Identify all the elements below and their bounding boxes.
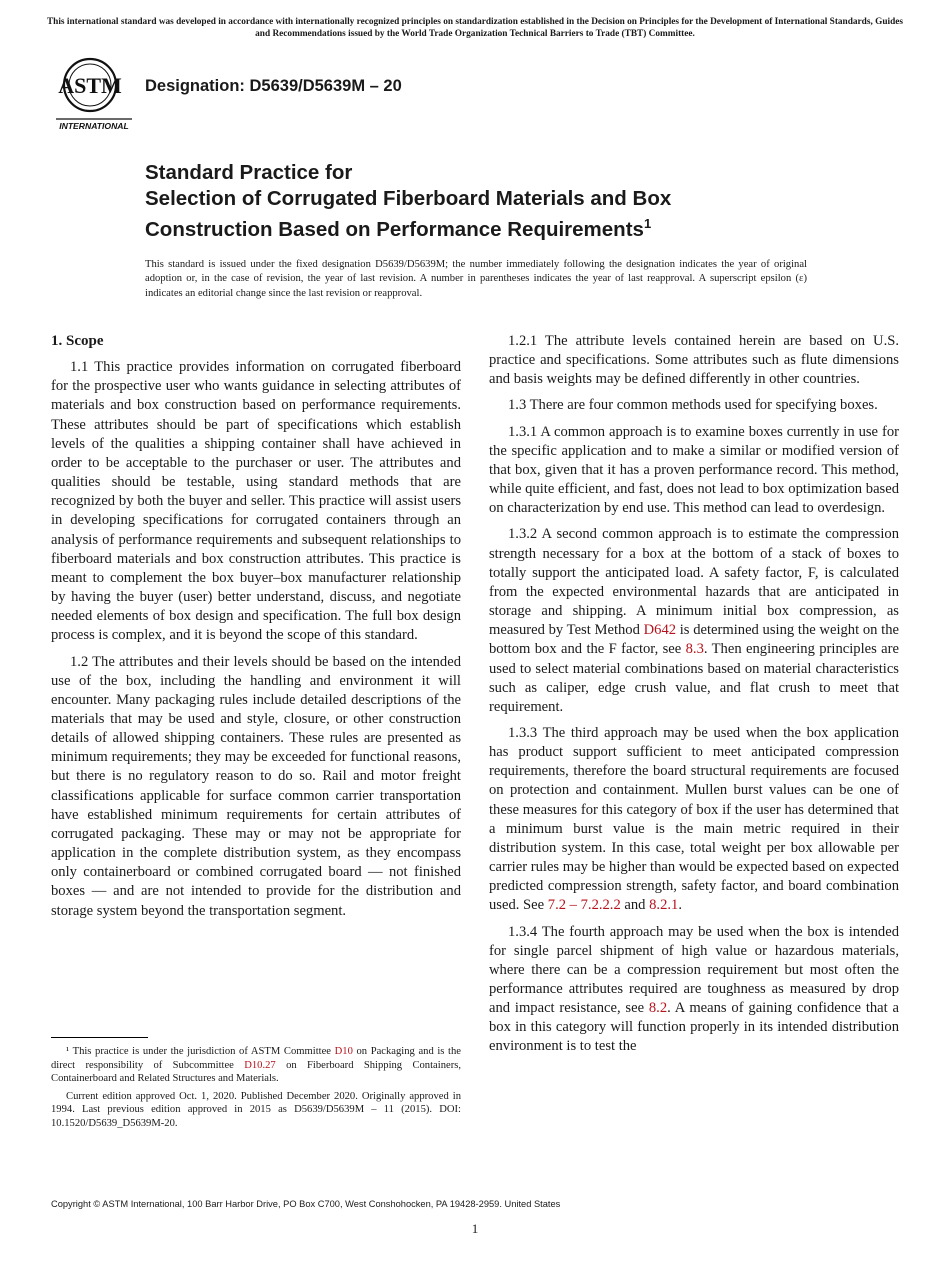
link-d10[interactable]: D10 [334, 1046, 353, 1057]
right-column [489, 332, 899, 1064]
paragraph-1-3-1: 1.3.1 A common approach is to examine boxes currently in use for the specific application and to make a similar or modified version of that box, given that it has a proven performance record. This method, while quite efficient, and fast, does not lead to box optimization based on characterization by end use. This method can lead to overdesign. [489, 423, 899, 517]
link-8-2[interactable]: 8.2 [648, 1000, 668, 1017]
paragraph-1-1: 1.1 This practice provides information on corrugated fiberboard for the prospective user who wants guidance in selecting attributes of materials and box construction based on performance requirements. These attributes should be part of specifications which establish levels of the qualities a shipping container shall have achieved in order to be acceptable to the purchaser or user. The attributes and qualities should be testable, using standard methods that are recognized by both the buyer and seller. This practice will assist users in developing specifications for corrugated containers through an analysis of performance requirements and subsequent relationships to fiberboard materials and box construction attributes. This practice is meant to complement the box buyer–box manufacturer relationship by having the buyer (user) better understand, discuss, and negotiate needed elements of box design and specification. The full box design process is complex, and it is beyond the scope of this standard. [51, 359, 461, 644]
p133-text-b: and [620, 897, 650, 914]
p134-text-b: . A means of gaining confidence that a box in this category will function properly in its intended distribution environment is to test the [489, 1000, 899, 1055]
title-line-3 [145, 211, 845, 242]
link-d642[interactable]: D642 [643, 622, 677, 639]
footnote-2: Current edition approved Oct. 1, 2020. Published December 2020. Originally approved in 1994. Last previous edition approved in 2015 as D5639/D5639M – 11 (2015). DOI: 10.1520/D5639_D5639M-20. [51, 1090, 461, 1129]
p133-text-c: . [678, 897, 682, 914]
link-8-2-1[interactable]: 8.2.1 [649, 897, 679, 914]
footnote-1-text-b: on Packaging and is the direct responsibility of Subcommittee [51, 1046, 461, 1071]
paragraph-1-2-1: 1.2.1 The attribute levels contained herein are based on U.S. practice and specifications. Some attributes such as flute dimensions and basis weights may be defined differently in other countries. [489, 333, 899, 388]
left-column [51, 332, 461, 928]
section-heading-scope: 1. Scope [51, 333, 104, 349]
page-number: 1 [471, 1221, 479, 1236]
svg-text:INTERNATIONAL: INTERNATIONAL [59, 121, 129, 131]
link-8-3[interactable]: 8.3 [685, 641, 704, 658]
p132-text-c: . Then engineering principles are used to select material combinations based on material characteristics such as caliper, edge crush value, and flat crush to meet that requirement. [489, 641, 899, 715]
paragraph-1-3-4 [489, 923, 899, 1057]
title-line-3-text: Construction Based on Performance Requirements [145, 217, 644, 241]
footnote-1-text-a: ¹ This practice is under the jurisdiction of ASTM Committee [66, 1046, 335, 1057]
footnotes [51, 1045, 461, 1134]
title-line-2: Selection of Corrugated Fiberboard Materials and Box [145, 186, 672, 210]
astm-logo [52, 55, 136, 135]
wto-notice: This international standard was developed in accordance with internationally recognized principles on standardization established in the Decision on Principles for the Development of International Standards, Guides and Recommendations issued by the World Trade Organization Technical Barriers to Trade (TBT) Committee. [46, 17, 904, 39]
link-7-2-range[interactable]: 7.2 – 7.2.2.2 [547, 897, 621, 914]
p133-text-a: 1.3.3 The third approach may be used when the box application has product support sufficient to meet anticipated compression requirements, therefore the board structural requirements are focused on protection and containment. Mullen burst values can be one of these measures for this category of box if the user has determined that a minimum burst value is the main metric required in their distribution system. In this case, total weight per box allowable per carrier rules may be higher than would be expected based on expected predicted compression strength, safety factor, and board combination used. See [489, 724, 899, 914]
paragraph-1-3-2 [489, 525, 899, 717]
paragraph-1-3: 1.3 There are four common methods used for specifying boxes. [508, 397, 878, 414]
paragraph-1-3-3 [489, 724, 899, 916]
footnote-divider [51, 1037, 148, 1038]
link-d10-27[interactable]: D10.27 [244, 1059, 276, 1071]
footnote-1 [51, 1045, 461, 1086]
paragraph-1-2: 1.2 The attributes and their levels should be based on the intended use of the box, including the handling and environment it will encounter. Many packaging rules include detailed descriptions of the materials that may be used and style, closure, or other construction details of allowed shipping containers. These rules are presented as minimum requirements; they may be exceeded for functional reasons, but there is no regulatory reason to do so. Rail and motor freight classifications applicable for surface common carrier transportation have established minimum requirements for certain attributes of corrugated packaging. These may or may not be appropriate for application in the complete distribution system, as they encompass only containerboard or combined corrugated board — not finished boxes — and are not intended to provide for the distribution and storage system beyond the transportation segment. [51, 653, 461, 919]
svg-text:ASTM: ASTM [58, 73, 122, 98]
p132-text-a: 1.3.2 A second common approach is to estimate the compression strength necessary for a box at the bottom of a stack of boxes to totally support the anticipated load. A safety factor, F, is calculated from the expected environmental hazards that are anticipated in storage and shipping. A minimum initial box compression, as measured by Test Method [489, 526, 899, 639]
footnote-1-text-c: on Fiberboard Shipping Containers, Containerboard and Related Structures and Materials. [51, 1059, 461, 1084]
title-footnote-mark: 1 [643, 216, 652, 231]
issued-note: This standard is issued under the fixed designation D5639/D5639M; the number immediately following the designation indicates the year of original adoption or, in the case of revision, the year of last revision. A number in parentheses indicates the year of last reapproval. A superscript epsilon (ε) indicates an editorial change since the last revision or reapproval. [145, 259, 807, 299]
document-title [145, 160, 845, 242]
designation: Designation: D5639/D5639M – 20 [145, 77, 402, 95]
p132-text-b: is determined using the weight on the bottom box and the F factor, see [489, 622, 899, 658]
p134-text-a: 1.3.4 The fourth approach may be used when the box is intended for single parcel shipment of high value or hazardous materials, where there can be a compression requirement but most often the performance attributes required are toughness as measured by drop and impact resistance, see [489, 923, 899, 1017]
title-line-1: Standard Practice for [145, 161, 353, 184]
copyright-notice: Copyright © ASTM International, 100 Barr Harbor Drive, PO Box C700, West Conshohocken, PA 19428-2959. United States [51, 1199, 561, 1209]
